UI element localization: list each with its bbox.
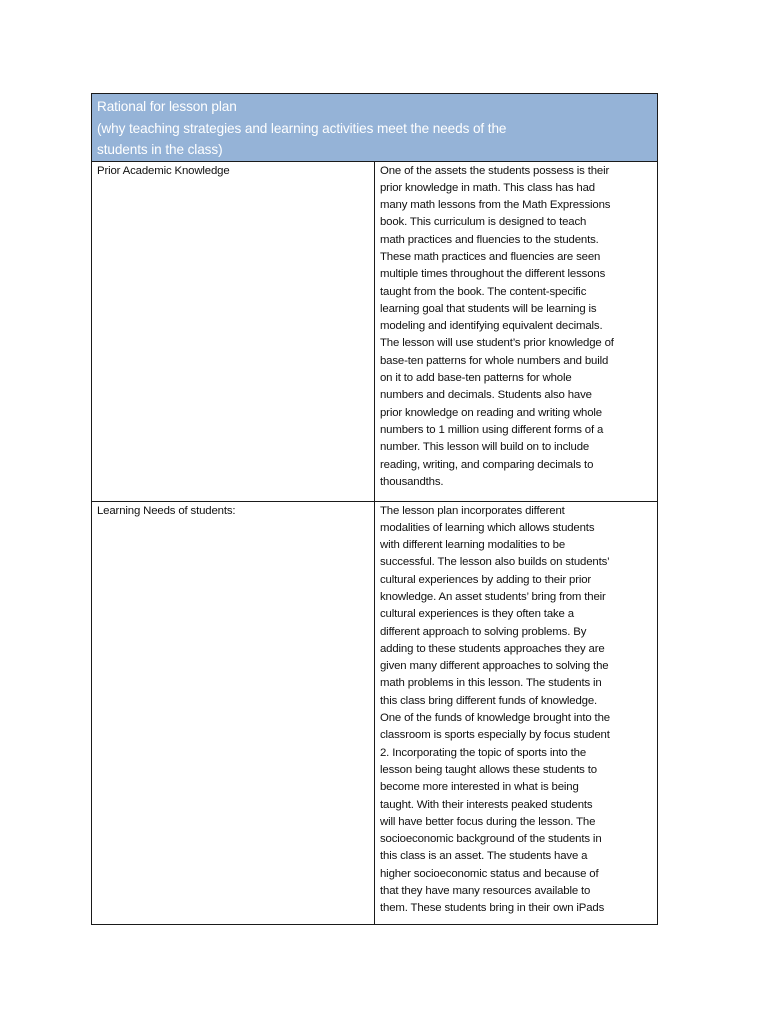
body-line: book. This curriculum is designed to teach — [380, 216, 587, 229]
row-body-cell — [375, 501, 658, 924]
body-line: One of the assets the students possess is their — [380, 164, 610, 177]
header-title: Rational for lesson plan — [97, 99, 237, 114]
body-line: taught from the book. The content-specific — [380, 285, 587, 298]
body-line: numbers to 1 million using different forms of a — [380, 423, 604, 436]
body-line: numbers and decimals. Students also have — [380, 389, 592, 402]
body-line: 2. Incorporating the topic of sports into the — [380, 746, 587, 759]
body-line: One of the funds of knowledge brought into the — [380, 712, 610, 725]
body-line: given many different approaches to solving the — [380, 660, 609, 673]
body-line: with different learning modalities to be — [380, 539, 566, 552]
body-line: math problems in this lesson. The students in — [380, 677, 602, 690]
body-line: modeling and identifying equivalent decimals. — [380, 320, 603, 333]
body-line: thousandths. — [380, 475, 444, 488]
body-line: prior knowledge on reading and writing whole — [380, 406, 602, 419]
body-line: will have better focus during the lesson. The — [380, 815, 596, 828]
header-subtitle-line-1: (why teaching strategies and learning activities meet the needs of the — [97, 120, 507, 136]
row-label: Prior Academic Knowledge — [97, 164, 230, 177]
body-line: become more interested in what is being — [380, 781, 579, 794]
row-label-cell — [92, 501, 375, 924]
row-label: Learning Needs of students: — [97, 504, 236, 517]
body-line: socioeconomic background of the students in — [380, 833, 602, 846]
body-line: this class bring different funds of knowledge. — [380, 694, 598, 707]
rationale-table — [91, 93, 658, 925]
body-line: cultural experiences by adding to their prior — [380, 573, 592, 586]
body-line: on it to add base-ten patterns for whole — [380, 372, 572, 385]
body-line: successful. The lesson also builds on students’ — [380, 556, 610, 569]
body-line: prior knowledge in math. This class has had — [380, 181, 595, 194]
body-line: number. This lesson will build on to include — [380, 441, 590, 454]
body-line: lesson being taught allows these students to — [380, 763, 597, 776]
body-line: math practices and fluencies to the students. — [380, 233, 599, 246]
body-line: many math lessons from the Math Expressions — [380, 199, 611, 212]
body-line: multiple times throughout the different lessons — [380, 268, 606, 281]
body-line: The lesson will use student’s prior knowledge of — [380, 337, 614, 350]
header-row — [92, 94, 658, 162]
body-line: modalities of learning which allows students — [380, 521, 595, 534]
table-row — [92, 501, 658, 924]
body-line: different approach to solving problems. By — [380, 625, 587, 638]
body-line: higher socioeconomic status and because of — [380, 867, 599, 880]
row-body-cell — [375, 161, 658, 501]
body-line: The lesson plan incorporates different — [380, 504, 565, 517]
body-line: classroom is sports especially by focus student — [380, 729, 610, 742]
body-line: adding to these students approaches they are — [380, 642, 605, 655]
body-line: knowledge. An asset students’ bring from their — [380, 590, 606, 603]
body-line: reading, writing, and comparing decimals to — [380, 458, 594, 471]
body-line: this class is an asset. The students have a — [380, 850, 588, 863]
body-line: them. These students bring in their own iPads — [380, 902, 605, 915]
body-line: cultural experiences is they often take a — [380, 608, 574, 621]
row-label-cell — [92, 161, 375, 501]
body-line: taught. With their interests peaked students — [380, 798, 593, 811]
body-line: that they have many resources available to — [380, 885, 591, 898]
body-line: These math practices and fluencies are seen — [380, 250, 601, 263]
header-cell — [92, 94, 658, 162]
body-line: learning goal that students will be learning is — [380, 302, 597, 315]
table-row — [92, 161, 658, 501]
body-line: base-ten patterns for whole numbers and build — [380, 354, 609, 367]
header-subtitle-line-2: students in the class) — [97, 142, 223, 157]
